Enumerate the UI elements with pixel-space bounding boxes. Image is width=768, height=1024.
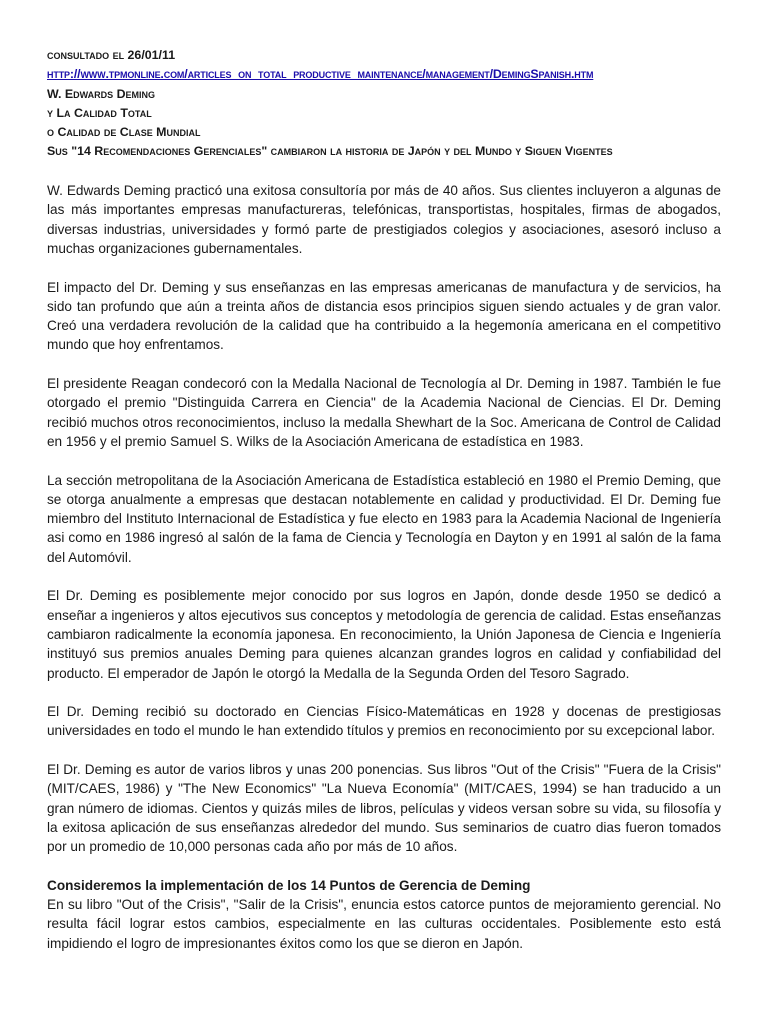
title-line-3: o Calidad de Clase Mundial [47, 125, 201, 140]
paragraph-4: La sección metropolitana de la Asociación Americana de Estadística estableció en 1980 el Premio Deming, que se otorga anualmente a empresas que destacan notablemente en calidad y productividad. El Dr. Deming fue miembro del Instituto Internacional de Estadística y fue electo en 1983 para la Academia Nacional de Ingeniería asi como en 1986 ingresó al salón de la fama de Ciencia y Tecnología en Dayton y en 1991 al salón de la fama del Automóvil. [47, 472, 721, 565]
title-line-1: W. Edwards Deming [47, 86, 156, 101]
paragraph-2: El impacto del Dr. Deming y sus enseñanzas en las empresas americanas de manufactura y de servicios, ha sido tan profundo que aún a treinta años de distancia esos principios siguen siendo actuales y de gran valor. Creó una verdadera revolución de la calidad que ha contribuido a la hegemonía americana en el competitivo mundo que hoy enfrentamos. [47, 279, 721, 353]
paragraph-6: El Dr. Deming recibió su doctorado en Ciencias Físico-Matemáticas en 1928 y docenas de prestigiosas universidades en todo el mundo le han extendido títulos y premios en reconocimiento por su excepcional labor. [47, 704, 721, 739]
consulted-date: consultado el 26/01/11 [47, 48, 176, 62]
paragraph-1: W. Edwards Deming practicó una exitosa consultoría por más de 40 años. Sus clientes incluyeron a algunas de las más importantes empresas manufactureras, telefónicas, transportistas, hospitales, firmas de abogados, diversas industrias, universidades y formó parte de prestigiados colegios y asociaciones, asesoró incluso a muchas organizaciones gubernamentales. [47, 183, 721, 256]
source-url-link[interactable]: http://www.tpmonline.com/articles_on_total_productive_maintenance/management/DemingSpanish.htm [47, 67, 594, 82]
section-paragraph: En su libro "Out of the Crisis", "Salir de la Crisis", enuncia estos catorce puntos de mejoramiento gerencial. No resulta fácil lograr estos cambios, especialmente en las culturas occidentales. Posiblemente esto está impidiendo el logro de impresionantes éxitos como los que se dieron en Japón. [47, 897, 721, 951]
section-heading: Consideremos la implementación de los 14 Puntos de Gerencia de Deming [47, 877, 531, 893]
paragraph-3: El presidente Reagan condecoró con la Medalla Nacional de Tecnología al Dr. Deming in 1987. También le fue otorgado el premio "Distinguida Carrera en Ciencia" de la Academia Nacional de Ciencias. El Dr. Deming recibió muchos otros reconocimientos, incluso la medalla Shewhart de la Soc. Americana de Control de Calidad en 1956 y el premio Samuel S. Wilks de la Asociación Americana de estadística en 1983. [47, 376, 721, 449]
title-line-2: y La Calidad Total [47, 105, 152, 120]
paragraph-7: El Dr. Deming es autor de varios libros y unas 200 ponencias. Sus libros "Out of the Crisis" "Fuera de la Crisis"(MIT/CAES, 1986) y "The New Economics" "La Nueva Economía" (MIT/CAES, 1994) se han traducido a un gran número de idiomas. Cientos y quizás miles de libros, películas y videos versan sobre su vida, su filosofía y la exitosa aplicación de sus enseñanzas alrededor del mundo. Sus seminarios de cuatro dias fueron tomados por un promedio de 10,000 personas cada año por más de 10 años. [47, 761, 721, 855]
paragraph-5: El Dr. Deming es posiblemente mejor conocido por sus logros en Japón, donde desde 1950 se dedicó a enseñar a ingenieros y altos ejecutivos sus conceptos y metodología de gerencia de calidad. Estas enseñanzas cambiaron radicalmente la economía japonesa. En reconocimiento, la Unión Japonesa de Ciencia e Ingeniería instituyó sus premios anuales Deming para quienes alcanzan grandes logros en calidad y confiabilidad del producto. El emperador de Japón le otorgó la Medalla de la Segunda Orden del Tesoro Sagrado. [47, 588, 721, 681]
title-line-4: Sus "14 Recomendaciones Gerenciales" cambiaron la historia de Japón y del Mundo y Siguen Vigentes [47, 144, 613, 159]
